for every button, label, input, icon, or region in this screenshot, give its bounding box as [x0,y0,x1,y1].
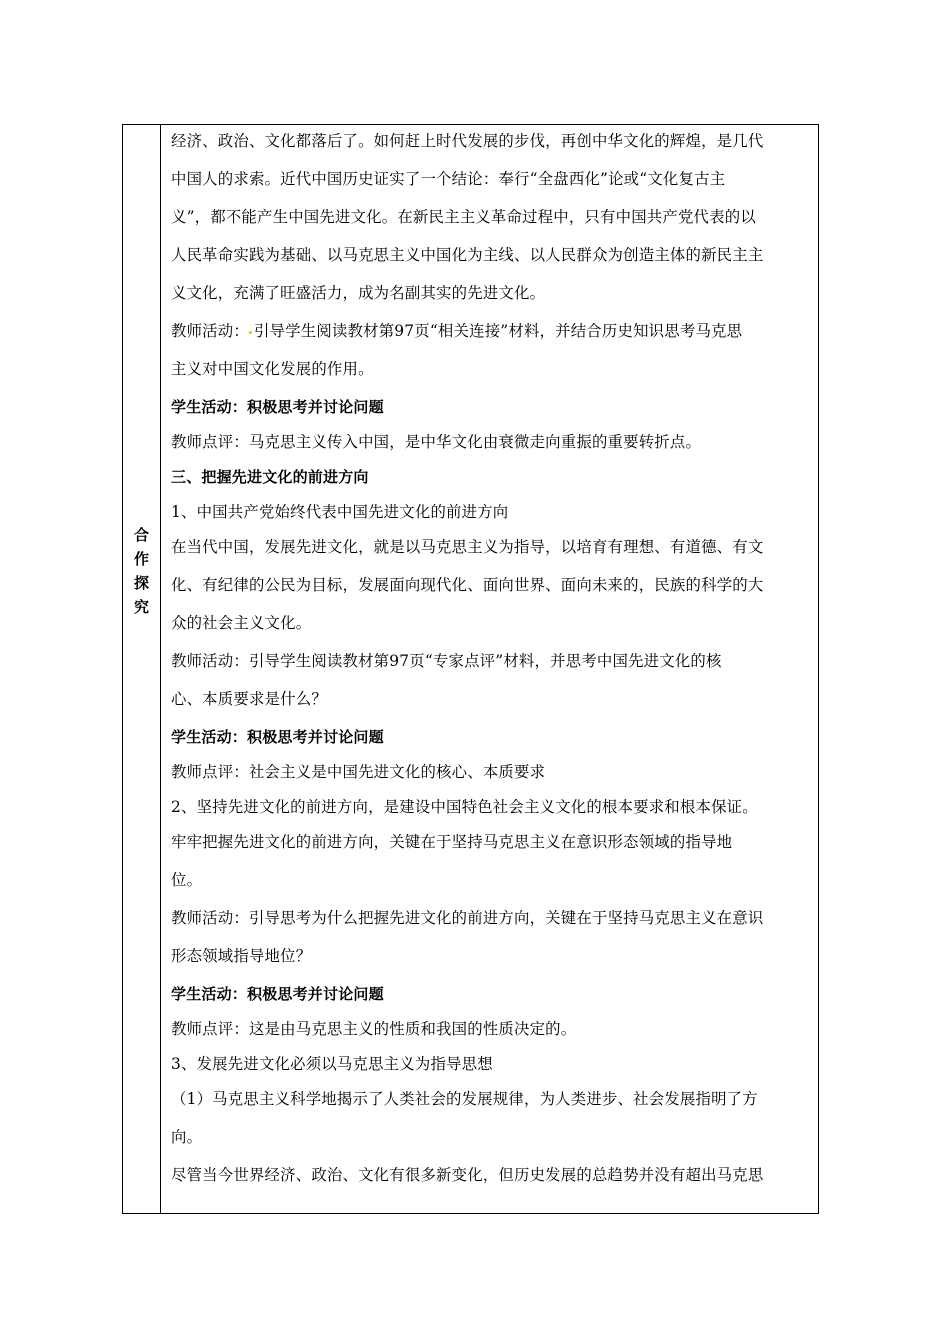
line-text: 主义对中国文化发展的作用。 [171,360,374,378]
paragraph-line [171,241,808,279]
line-text: 三、把握先进文化的前进方向 [171,468,369,486]
line-text: （1）马克思主义科学地揭示了人类社会的发展规律，为人类进步、社会发展指明了方 [171,1090,758,1108]
bold-paragraph-line [171,393,808,428]
paragraph-line [171,1050,808,1085]
marker-dot [249,331,252,334]
line-text: 3、发展先进文化必须以马克思主义为指导思想 [171,1055,493,1073]
line-text: 形态领域指导地位？ [171,947,312,965]
line-text: 心、本质要求是什么？ [171,690,327,708]
paragraph-line [171,609,808,647]
line-text: 在当代中国，发展先进文化，就是以马克思主义为指导，以培育有理想、有道德、有文 [171,538,764,556]
line-text: 众的社会主义文化。 [171,614,312,632]
paragraph-line [171,203,808,241]
paragraph-line [171,866,808,904]
paragraph-line [171,647,808,685]
line-text: 经济、政治、文化都落后了。如何赶上时代发展的步伐，再创中华文化的辉煌，是几代 [171,132,764,150]
section-label [123,523,160,619]
section-label-char: 作 [133,550,149,568]
paragraph-line [171,904,808,942]
lesson-table [122,124,819,1214]
paragraph-line [171,942,808,980]
paragraph-line [171,428,808,463]
line-text: 中国人的求索。近代中国历史证实了一个结论：奉行“全盘西化”论或“文化复古主 [171,170,726,188]
bold-paragraph-line [171,980,808,1015]
paragraph-line [171,758,808,793]
paragraph-line [171,279,808,317]
paragraph-line [171,1085,808,1123]
line-text: 教师活动：引导思考为什么把握先进文化的前进方向，关键在于坚持马克思主义在意识 [171,909,764,927]
paragraph-line [171,355,808,393]
line-text: 化、有纪律的公民为目标，发展面向现代化、面向世界、面向未来的，民族的科学的大 [171,576,764,594]
section-label-cell [123,125,161,1213]
paragraph-line [171,1161,808,1199]
line-text: 2、坚持先进文化的前进方向，是建设中国特色社会主义文化的根本要求和根本保证。 [171,798,758,816]
paragraph-line [171,498,808,533]
line-text: 义文化，充满了旺盛活力，成为名副其实的先进文化。 [171,284,546,302]
line-text: 教师点评：这是由马克思主义的性质和我国的性质决定的。 [171,1020,577,1038]
line-text: 牢牢把握先进文化的前进方向，关键在于坚持马克思主义在意识形态领域的指导地 [171,833,733,851]
line-text: 位。 [171,871,203,889]
line-text: 学生活动：积极思考并讨论问题 [171,398,384,416]
paragraph-line [171,165,808,203]
section-label-char: 究 [133,598,149,616]
line-text: 教师点评：社会主义是中国先进文化的核心、本质要求 [171,763,546,781]
paragraph-line [171,127,808,165]
line-text: 义”，都不能产生中国先进文化。在新民主主义革命过程中，只有中国共产党代表的以 [171,208,756,226]
content-cell [161,125,818,1213]
line-text: 学生活动：积极思考并讨论问题 [171,985,384,1003]
paragraph-line [171,533,808,571]
paragraph-line [171,793,808,828]
bold-paragraph-line [171,463,808,498]
paragraph-line [171,1015,808,1050]
paragraph-line [171,1123,808,1161]
bold-paragraph-line [171,723,808,758]
line-text: 教师活动：引导学生阅读教材第97页“专家点评”材料，并思考中国先进文化的核 [171,652,722,670]
line-text: 1、中国共产党始终代表中国先进文化的前进方向 [171,503,509,521]
line-text: 尽管当今世界经济、政治、文化有很多新变化，但历史发展的总趋势并没有超出马克思 [171,1166,764,1184]
line-text: 学生活动：积极思考并讨论问题 [171,728,384,746]
paragraph-line [171,317,808,355]
section-label-char: 合 [133,526,149,544]
section-label-char: 探 [133,574,149,592]
line-text: 人民革命实践为基础、以马克思主义中国化为主线、以人民群众为创造主体的新民主主 [171,246,764,264]
paragraph-line [171,685,808,723]
line-text: 教师活动： [171,322,249,340]
line-text-rest: 引导学生阅读教材第97页“相关连接”材料，并结合历史知识思考马克思 [253,322,743,340]
paragraph-line [171,571,808,609]
paragraph-line [171,828,808,866]
line-text: 向。 [171,1128,203,1146]
line-text: 教师点评：马克思主义传入中国，是中华文化由衰微走向重振的重要转折点。 [171,433,702,451]
